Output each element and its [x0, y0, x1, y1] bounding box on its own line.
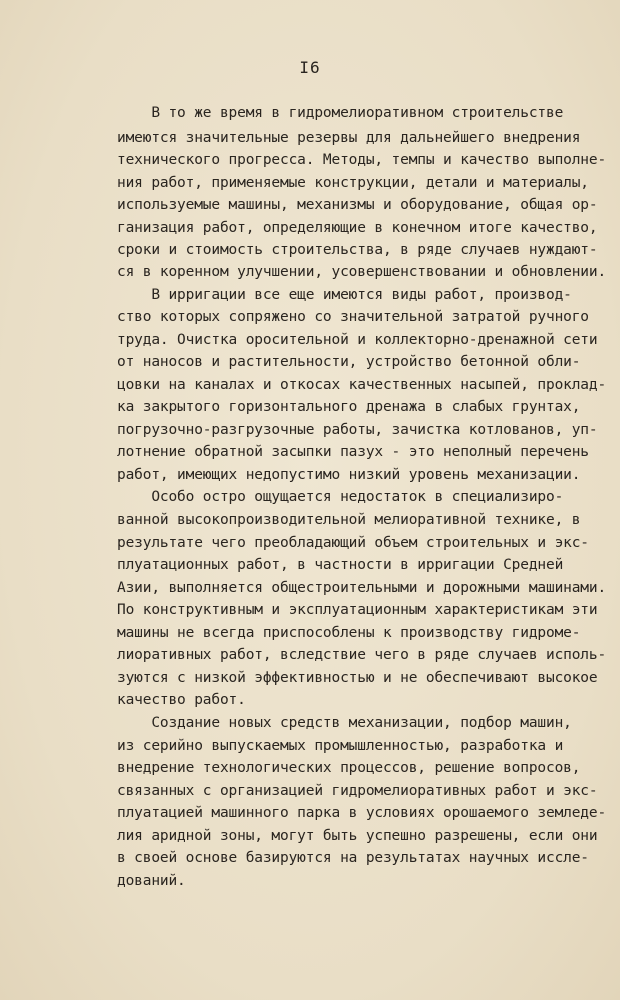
- text-line: Азии, выполняется общестроительными и дорожными машинами.: [117, 580, 607, 596]
- text-line: ка закрытого горизонтального дренажа в слабых грунтах,: [117, 399, 581, 415]
- text-line: По конструктивным и эксплуатационным характеристикам эти: [117, 602, 598, 618]
- text-line: имеются значительные резервы для дальнейшего внедрения: [117, 130, 581, 146]
- text-line: ванной высокопроизводительной мелиоративной технике, в: [117, 512, 581, 528]
- text-line: зуются с низкой эффективностью и не обеспечивают высокое: [117, 670, 598, 686]
- text-line: в своей основе базируются на результатах научных иссле-: [117, 850, 589, 866]
- text-line: ся в коренном улучшении, усовершенствовании и обновлении.: [117, 264, 607, 280]
- text-line: труда. Очистка оросительной и коллекторно-дренажной сети: [117, 332, 598, 348]
- text-line: плуатацией машинного парка в условиях орошаемого земледе-: [117, 805, 607, 821]
- text-line: используемые машины, механизмы и оборудование, общая ор-: [117, 197, 598, 213]
- text-line: связанных с организацией гидромелиоративных работ и экс-: [117, 783, 598, 799]
- page-number: I6: [299, 58, 321, 77]
- text-line: внедрение технологических процессов, решение вопросов,: [117, 760, 581, 776]
- text-line: качество работ.: [117, 692, 246, 708]
- text-line: В ирригации все еще имеются виды работ, производ-: [117, 287, 572, 303]
- text-line: лиоративных работ, вследствие чего в ряде случаев исполь-: [117, 647, 607, 663]
- text-line: из серийно выпускаемых промышленностью, разработка и: [117, 738, 564, 754]
- text-line: плуатационных работ, в частности в ирригации Средней: [117, 557, 564, 573]
- text-line: результате чего преобладающий объем строительных и экс-: [117, 535, 589, 551]
- text-line: ство которых сопряжено со значительной затратой ручного: [117, 309, 589, 325]
- text-line: Создание новых средств механизации, подбор машин,: [117, 715, 572, 731]
- text-line: ганизация работ, определяющие в конечном итоге качество,: [117, 220, 598, 236]
- text-line: технического прогресса. Методы, темпы и качество выполне-: [117, 152, 607, 168]
- text-line: дований.: [117, 873, 186, 889]
- text-line: от наносов и растительности, устройство бетонной обли-: [117, 354, 581, 370]
- text-line: лия аридной зоны, могут быть успешно разрешены, если они: [117, 828, 598, 844]
- text-line: цовки на каналах и откосах качественных насыпей, проклад-: [117, 377, 607, 393]
- text-line: лотнение обратной засыпки пазух - это неполный перечень: [117, 444, 589, 460]
- text-line: В то же время в гидромелиоративном строительстве: [117, 105, 564, 121]
- text-line: ния работ, применяемые конструкции, детали и материалы,: [117, 175, 589, 191]
- text-line: сроки и стоимость строительства, в ряде случаев нуждают-: [117, 242, 598, 258]
- text-line: работ, имеющих недопустимо низкий уровень механизации.: [117, 467, 581, 483]
- text-line: Особо остро ощущается недостаток в специализиро-: [117, 489, 564, 505]
- text-line: погрузочно-разгрузочные работы, зачистка котлованов, уп-: [117, 422, 598, 438]
- text-line: машины не всегда приспособлены к производству гидроме-: [117, 625, 581, 641]
